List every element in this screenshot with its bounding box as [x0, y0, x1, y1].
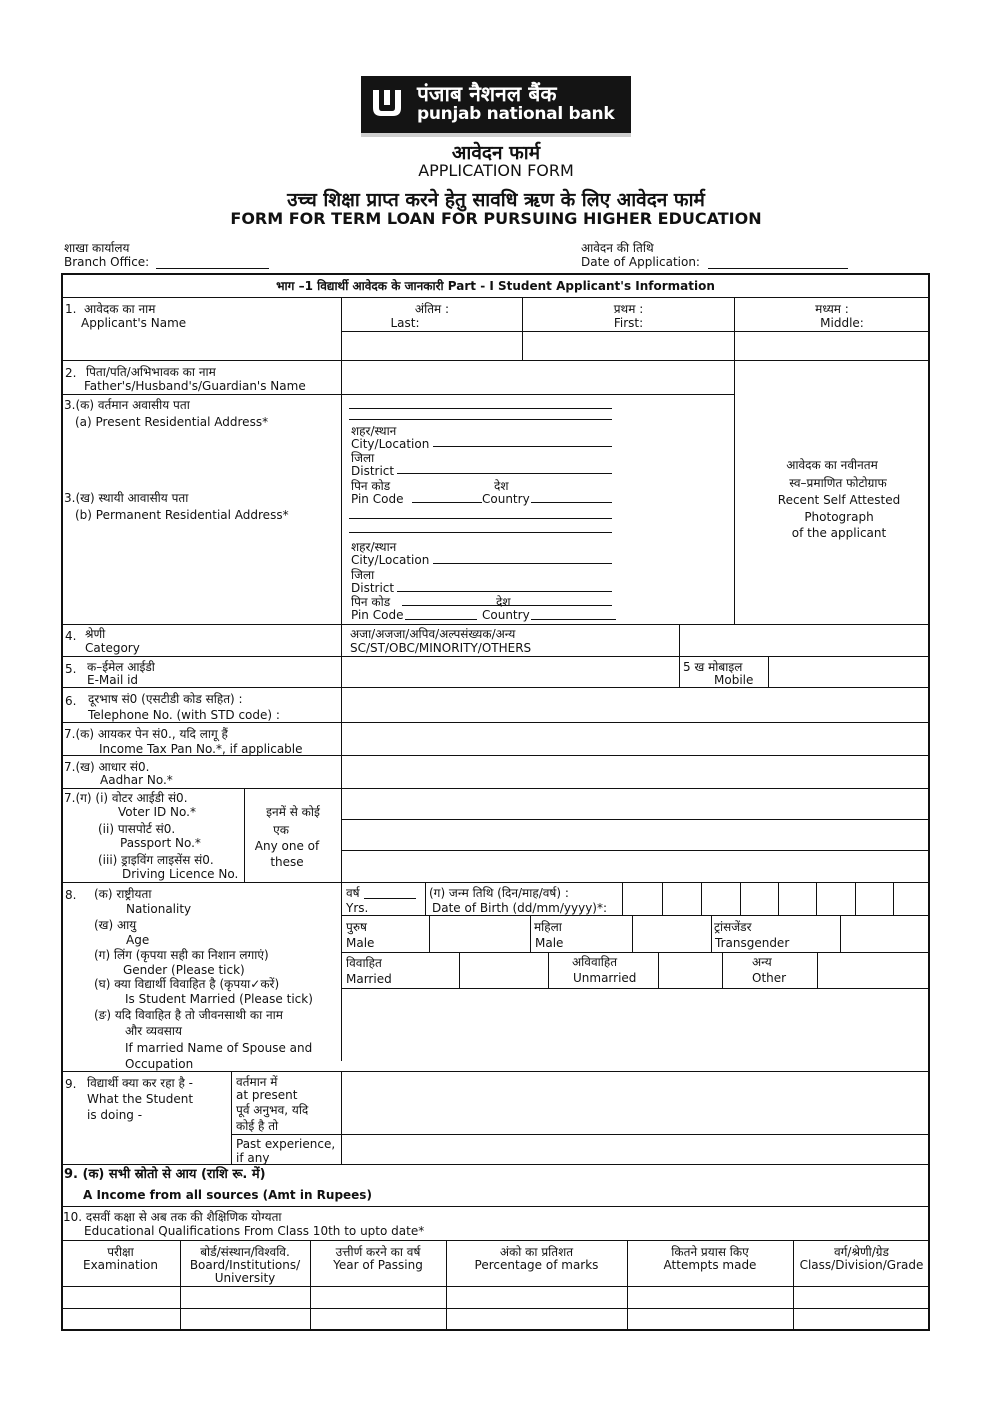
age-hindi: (ख) आयु [94, 918, 137, 932]
present-pin-hindi: पिन कोड [351, 479, 391, 493]
first-name-field[interactable] [523, 332, 734, 360]
past-exp-hindi-2: कोई है तो [236, 1119, 279, 1133]
permanent-country-line[interactable] [531, 619, 616, 620]
last-name-field[interactable] [342, 332, 522, 360]
email-label: E-Mail id [87, 673, 139, 687]
telephone-hindi: दूरभाष सं0 (एसटीडी कोड सहित) : [88, 692, 243, 706]
spouse-hindi-1: (ङ) यदि विवाहित है तो जीवनसाथी का नाम [94, 1008, 283, 1022]
title-english: APPLICATION FORM [418, 161, 574, 180]
permanent-pin-hindi: पिन कोड [351, 595, 391, 609]
branch-office-hindi: शाखा कार्यालय [64, 241, 130, 255]
past-experience-field[interactable] [342, 1135, 929, 1164]
gender-female-checkbox[interactable] [633, 916, 711, 952]
any-one-label-2: these [270, 855, 304, 869]
date-application-label: Date of Application: [581, 255, 700, 269]
gender-male-checkbox[interactable] [430, 916, 530, 952]
email-field[interactable] [342, 657, 679, 687]
marital-other-hindi: अन्य [752, 955, 772, 969]
photo-hindi-2: स्व–प्रमाणित फोटोग्राफ [789, 476, 887, 490]
table-row[interactable] [62, 1287, 929, 1308]
doing-label-2: is doing - [87, 1108, 143, 1122]
email-hindi: क–ईमेल आईडी [87, 660, 155, 674]
first-name-hindi: प्रथम : [613, 302, 644, 316]
col-board-2: University [214, 1271, 276, 1285]
gender-label: Gender (Please tick) [123, 963, 245, 977]
col-percentage-hindi: अंको का प्रतिशत [499, 1245, 574, 1259]
present-district-label: District [351, 464, 395, 478]
passport-hindi: (ii) पासपोर्ट सं0. [98, 822, 176, 836]
col-board-hindi: बोर्ड/संस्थान/विश्ववि. [200, 1245, 290, 1259]
passport-label: Passport No.* [120, 836, 201, 850]
pan-label: Income Tax Pan No.*, if applicable [99, 742, 303, 756]
father-name-field[interactable] [342, 361, 734, 394]
aadhar-label: Aadhar No.* [100, 773, 173, 787]
table-row[interactable] [62, 1309, 929, 1330]
present-doing-field[interactable] [342, 1072, 929, 1134]
pan-hindi: 7.(क) आयकर पेन सं0., यदि लागू हैं [64, 727, 228, 741]
category-options-hindi: अजा/अजजा/अपिव/अल्पसंख्यक/अन्य [350, 627, 516, 641]
nationality-hindi: (क) राष्ट्रीयता [94, 887, 152, 901]
any-one-hindi-2: एक [273, 823, 289, 837]
driving-licence-hindi: (iii) ड्राइविंग लाइसेंस सं0. [98, 853, 214, 867]
gender-transgender-label: Transgender [715, 936, 790, 950]
branch-office-line[interactable] [156, 268, 269, 269]
father-name-num: 2. [65, 366, 77, 380]
spouse-label-2: Occupation [125, 1057, 194, 1071]
gender-female-label: Male [535, 936, 564, 950]
photo-box[interactable] [735, 361, 929, 624]
any-one-label-1: Any one of [254, 839, 320, 853]
nationality-label: Nationality [126, 902, 192, 916]
permanent-country-label: Country [482, 608, 530, 622]
photo-label-1: Recent Self Attested [777, 493, 901, 507]
doing-hindi: विद्यार्थी क्या कर रहा है - [87, 1076, 193, 1090]
present-address-hindi: 3.(क) वर्तमान अवासीय पता [64, 398, 190, 412]
present-city-line[interactable] [433, 446, 612, 447]
applicant-name-label: Applicant's Name [81, 316, 187, 330]
pnb-logo-mark-icon [369, 84, 405, 120]
personal-num: 8. [65, 888, 77, 902]
title-hindi: आवेदन फार्म [451, 142, 541, 164]
marital-unmarried-hindi: अविवाहित [572, 955, 618, 969]
voter-id-hindi: 7.(ग) (i) वोटर आईडी सं0. [64, 791, 188, 805]
applicant-name-num: 1. [65, 302, 77, 316]
telephone-num: 6. [65, 694, 77, 708]
education-hindi: 10. दसवीं कक्षा से अब तक की शैक्षिणिक योग्यता [63, 1210, 282, 1224]
gender-male-label: Male [346, 936, 375, 950]
aadhar-field[interactable] [342, 756, 929, 788]
pan-field[interactable] [342, 723, 929, 755]
col-year: Year of Passing [333, 1258, 423, 1272]
permanent-city-hindi: शहर/स्थान [351, 540, 397, 554]
category-label: Category [85, 641, 140, 655]
permanent-district-label: District [351, 581, 395, 595]
last-name-hindi: अंतिम : [414, 302, 450, 316]
col-examination-hindi: परीक्षा [107, 1245, 134, 1259]
married-hindi: (घ) क्या विद्यार्थी विवाहित है (कृपया✓करें) [94, 977, 280, 991]
years-label: Yrs. [346, 901, 369, 915]
marital-unmarried-label: Unmarried [573, 971, 637, 985]
father-name-hindi: पिता/पति/अभिभावक का नाम [86, 365, 216, 379]
category-num: 4. [65, 629, 77, 643]
gender-female-hindi: महिला [534, 920, 562, 934]
permanent-district-line[interactable] [397, 591, 612, 592]
marital-married-hindi: विवाहित [346, 956, 382, 970]
middle-name-field[interactable] [735, 332, 929, 360]
telephone-field[interactable] [342, 688, 929, 722]
last-name-label: Last: [390, 316, 420, 330]
permanent-city-line[interactable] [433, 563, 612, 564]
col-year-hindi: उत्तीर्ण करने का वर्ष [335, 1245, 421, 1259]
logo-english-text: punjab national bank [417, 104, 615, 124]
col-attempts: Attempts made [663, 1258, 757, 1272]
doing-num: 9. [65, 1077, 77, 1091]
middle-name-label: Middle: [820, 316, 864, 330]
col-grade-hindi: वर्ग/श्रेणी/ग्रेड [834, 1245, 889, 1259]
income-hindi: 9. (क) सभी स्रोतो से आय (राशि रू. में) [64, 1167, 266, 1182]
pnb-logo [361, 76, 631, 137]
marital-other-label: Other [752, 971, 787, 985]
marital-unmarried-checkbox[interactable] [659, 953, 722, 988]
voter-id-field[interactable] [342, 789, 929, 819]
doing-label-1: What the Student [87, 1092, 194, 1106]
part1-header: भाग –1 विद्यार्थी आवेदक के जानकारी Part - I Student Applicant's Information [276, 279, 715, 293]
driving-licence-label: Driving Licence No. [122, 867, 239, 881]
present-country-hindi: देश [494, 479, 509, 493]
gender-hindi: (ग) लिंग (कृपया सही का निशान लगाएं) [94, 948, 269, 962]
years-hindi: वर्ष [346, 886, 360, 900]
age-label: Age [126, 933, 150, 947]
present-pin-label: Pin Code [351, 492, 404, 506]
permanent-pin-line-top[interactable] [402, 605, 612, 606]
permanent-pin-label: Pin Code [351, 608, 404, 622]
date-application-line[interactable] [708, 268, 848, 269]
present-doing-label: at present [236, 1088, 298, 1102]
first-name-label: First: [613, 316, 644, 330]
marital-other-checkbox[interactable] [818, 953, 929, 988]
married-label: Is Student Married (Please tick) [125, 992, 313, 1006]
photo-label-3: of the applicant [791, 526, 887, 540]
driving-licence-field[interactable] [342, 851, 929, 882]
photo-hindi-1: आवेदक का नवीनतम [786, 458, 878, 472]
logo-hindi-text: पंजाब नैशनल बैंक [417, 82, 557, 106]
father-name-label: Father's/Husband's/Guardian's Name [84, 379, 306, 393]
applicant-name-hindi: आवेदक का नाम [84, 302, 156, 316]
middle-name-hindi: मध्यम : [815, 302, 849, 316]
email-num: 5. [65, 662, 77, 676]
spouse-label-1: If married Name of Spouse and [125, 1041, 313, 1055]
mobile-hindi: 5 ख मोबाइल [683, 660, 743, 674]
present-address-line-1[interactable] [349, 408, 612, 409]
category-options[interactable]: SC/ST/OBC/MINORITY/OTHERS [350, 641, 532, 655]
present-address-label: (a) Present Residential Address* [75, 415, 269, 429]
dob-label: Date of Birth (dd/mm/yyyy)*: [432, 901, 608, 915]
present-city-hindi: शहर/स्थान [351, 424, 397, 438]
date-application-hindi: आवेदन की तिथि [581, 241, 654, 255]
gender-transgender-hindi: ट्रांसजेंडर [714, 920, 752, 934]
subtitle-english: FORM FOR TERM LOAN FOR PURSUING HIGHER EDUCATION [230, 209, 762, 228]
past-exp-label-2: if any [236, 1151, 270, 1165]
permanent-district-hindi: जिला [351, 568, 375, 582]
present-doing-hindi: वर्तमान में [236, 1075, 278, 1089]
voter-id-label: Voter ID No.* [118, 805, 196, 819]
mobile-field[interactable] [769, 657, 929, 687]
present-country-label: Country [482, 492, 530, 506]
passport-field[interactable] [342, 820, 929, 850]
permanent-city-label: City/Location [351, 553, 430, 567]
subtitle-hindi: उच्च शिक्षा प्राप्त करने हेतु सावधि ऋण के लिए आवेदन फार्म [287, 189, 705, 211]
years-line[interactable] [364, 898, 416, 899]
permanent-country-hindi: देश [496, 595, 511, 609]
col-attempts-hindi: कितने प्रयास किए [671, 1245, 749, 1259]
col-percentage: Percentage of marks [474, 1258, 599, 1272]
category-hindi: श्रेणी [85, 627, 106, 641]
mobile-label: Mobile [714, 673, 754, 687]
col-board: Board/Institutions/ [189, 1258, 301, 1272]
permanent-address-line-1[interactable] [349, 518, 612, 519]
col-examination: Examination [82, 1258, 158, 1272]
present-pin-line[interactable] [412, 502, 482, 503]
dob-boxes[interactable] [623, 883, 929, 915]
gender-male-hindi: पुरुष [346, 920, 367, 934]
telephone-label: Telephone No. (with STD code) : [88, 708, 280, 722]
permanent-address-hindi: 3.(ख) स्थायी आवासीय पता [64, 491, 189, 505]
past-exp-label-1: Past experience, [236, 1137, 336, 1151]
col-grade: Class/Division/Grade [799, 1258, 924, 1272]
permanent-address-label: (b) Permanent Residential Address* [75, 508, 289, 522]
spouse-hindi-2: और व्यवसाय [125, 1024, 182, 1038]
branch-office-label: Branch Office: [64, 255, 150, 269]
marital-married-checkbox[interactable] [460, 953, 548, 988]
any-one-hindi-1: इनमें से कोई [266, 805, 320, 819]
aadhar-hindi: 7.(ख) आधार सं0. [64, 760, 150, 774]
present-country-line[interactable] [531, 502, 612, 503]
permanent-pin-line[interactable] [405, 619, 477, 620]
permanent-address-line-2[interactable] [349, 532, 612, 533]
past-exp-hindi-1: पूर्व अनुभव, यदि [236, 1103, 309, 1117]
education-label: Educational Qualifications From Class 10th to upto date* [84, 1224, 425, 1238]
present-address-line-2[interactable] [349, 419, 612, 420]
present-city-label: City/Location [351, 437, 430, 451]
income-label: A Income from all sources (Amt in Rupees) [83, 1188, 372, 1202]
dob-hindi: (ग) जन्म तिथि (दिन/माह/वर्ष) : [429, 886, 569, 900]
gender-transgender-checkbox[interactable] [841, 916, 929, 952]
spouse-field[interactable] [342, 989, 929, 1071]
marital-married-label: Married [346, 972, 392, 986]
present-district-line[interactable] [397, 473, 612, 474]
photo-label-2: Photograph [804, 510, 874, 524]
present-district-hindi: जिला [351, 451, 375, 465]
